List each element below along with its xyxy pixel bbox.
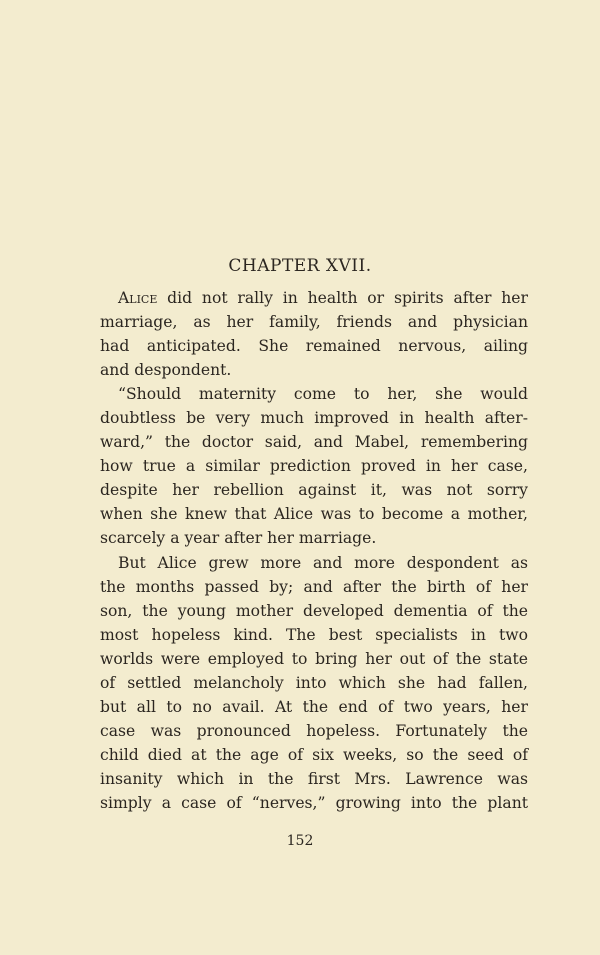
page-number: 152: [286, 833, 314, 849]
text-line-content: did not rally in health or spirits after her: [157, 289, 528, 307]
text-line: the months passed by; and after the birth of her: [100, 577, 528, 596]
lead-word: Alice: [118, 289, 158, 307]
text-line: [100, 286, 528, 310]
text-line: doubtless be very much improved in health after-: [100, 409, 528, 428]
text-line: case was pronounced hopeless. Fortunately the: [100, 721, 528, 740]
text-line: son, the young mother developed dementia of the: [100, 601, 528, 620]
text-line: how true a similar prediction proved in her case,: [100, 457, 528, 476]
chapter-title: CHAPTER XVII.: [228, 256, 372, 276]
chapter-body: [100, 286, 528, 815]
text-line: had anticipated. She remained nervous, ailing: [100, 337, 528, 356]
text-line: despite her rebellion against it, was not sorry: [100, 481, 528, 500]
text-line: child died at the age of six weeks, so the seed of: [100, 745, 528, 764]
text-line: when she knew that Alice was to become a mother,: [100, 505, 528, 524]
text-line: insanity which in the first Mrs. Lawrence was: [100, 769, 528, 788]
text-line: marriage, as her family, friends and physician: [100, 313, 528, 332]
text-line: simply a case of “nerves,” growing into the plant: [100, 793, 528, 812]
text-line: and despondent.: [100, 361, 232, 380]
text-line: “Should maternity come to her, she would: [118, 385, 528, 404]
text-line: most hopeless kind. The best specialists in two: [100, 625, 528, 644]
text-line: But Alice grew more and more despondent as: [118, 553, 528, 572]
text-line: scarcely a year after her marriage.: [100, 529, 377, 548]
text-line: but all to no avail. At the end of two years, her: [100, 697, 528, 716]
text-line: ward,” the doctor said, and Mabel, remembering: [100, 433, 528, 452]
text-line: of settled melancholy into which she had fallen,: [100, 673, 528, 692]
text-line: worlds were employed to bring her out of the state: [100, 649, 528, 668]
